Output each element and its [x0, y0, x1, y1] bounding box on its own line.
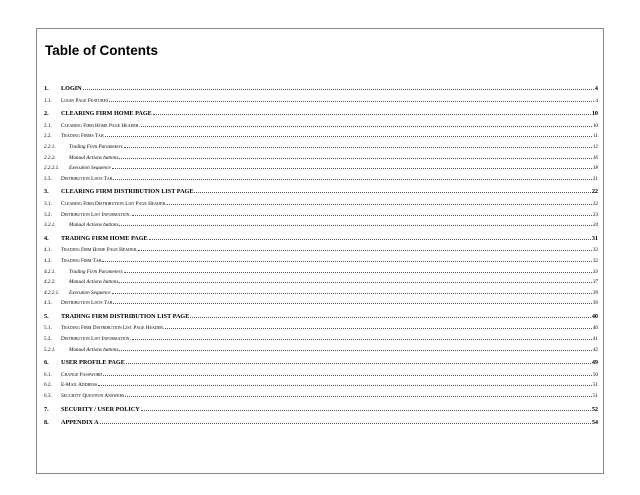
toc-entry-label: Trading Firm Home Page Header. — [61, 247, 138, 254]
toc-entry-page: 24 — [592, 222, 598, 229]
toc-entry-number: 3.1. — [44, 200, 52, 207]
toc-entry-label: TRADING FIRM DISTRIBUTION LIST PAGE — [61, 312, 190, 320]
toc-entry[interactable] — [44, 378, 598, 389]
toc-entry-page: 32 — [592, 247, 598, 254]
toc-entry-number: 2.2.1. — [44, 143, 56, 150]
toc-entry-number: 5. — [44, 312, 49, 320]
toc-entry-number: 4.2. — [44, 257, 52, 264]
toc-entry[interactable] — [44, 332, 598, 343]
toc-entry-page: 11 — [593, 133, 598, 140]
dot-leader — [194, 185, 590, 193]
dot-leader — [125, 389, 591, 397]
toc-entry-page: 4 — [594, 85, 598, 92]
dot-leader — [153, 107, 591, 115]
toc-entry-number: 1.1. — [44, 97, 52, 104]
toc-entry-page: 52 — [591, 405, 598, 413]
toc-entry-number: 4.2.2. — [44, 279, 56, 286]
toc-entry-page: 22 — [591, 188, 598, 196]
dot-leader — [138, 243, 591, 251]
toc-entry[interactable] — [44, 94, 598, 105]
dot-leader — [113, 172, 591, 180]
toc-entry[interactable] — [44, 265, 598, 276]
toc-entry-label: APPENDIX A — [61, 419, 99, 427]
toc-entry-label: Clearing Firm Distribution List Page Header. — [61, 200, 167, 207]
toc-entry[interactable] — [44, 208, 598, 219]
toc-entry-label: Manual Actions buttons — [69, 154, 119, 161]
toc-entry-number: 2. — [44, 110, 49, 118]
toc-entry-label: Execution Sequence — [69, 289, 111, 296]
toc-entry-label: E-Mail Address — [61, 382, 98, 389]
dot-leader — [112, 161, 592, 169]
toc-entry-page: 42 — [592, 346, 598, 353]
toc-entry-number: 8. — [44, 419, 49, 427]
dot-leader — [103, 368, 592, 376]
dot-leader — [126, 356, 591, 364]
toc-entry-number: 4. — [44, 234, 49, 242]
page-title: Table of Contents — [45, 43, 158, 58]
dot-leader — [119, 275, 591, 283]
toc-entry[interactable] — [44, 310, 598, 321]
toc-entry[interactable] — [44, 82, 598, 93]
toc-entry[interactable] — [44, 119, 598, 130]
toc-entry-label: Security Question Answers — [61, 393, 125, 400]
toc-entry-page: 32 — [592, 257, 598, 264]
dot-leader — [83, 82, 594, 90]
toc-entry-page: 40 — [591, 312, 598, 320]
toc-entry-label: Manual Actions buttons — [69, 279, 119, 286]
toc-entry-page: 16 — [592, 154, 598, 161]
toc-entry-page: 10 — [591, 110, 598, 118]
toc-entry-number: 4.1. — [44, 247, 52, 254]
toc-entry-number: 2.2.2. — [44, 154, 56, 161]
toc-entry-number: 6.3. — [44, 393, 52, 400]
toc-entry-label: Distribution List Information. — [61, 211, 131, 218]
toc-entry[interactable] — [44, 368, 598, 379]
dot-leader — [165, 321, 592, 329]
toc-entry[interactable] — [44, 107, 598, 118]
dot-leader — [141, 403, 591, 411]
toc-entry[interactable] — [44, 243, 598, 254]
toc-entry-label: SECURITY / USER POLICY — [61, 405, 140, 413]
toc-entry-label: CLEARING FIRM HOME PAGE — [61, 110, 152, 118]
toc-entry-page: 50 — [592, 371, 598, 378]
dot-leader — [119, 218, 591, 226]
toc-entry[interactable] — [44, 218, 598, 229]
toc-entry[interactable] — [44, 172, 598, 183]
toc-entry-label: CLEARING FIRM DISTRIBUTION LIST PAGE — [61, 188, 194, 196]
toc-entry-number: 2.1. — [44, 122, 52, 129]
dot-leader — [190, 310, 590, 318]
toc-entry[interactable] — [44, 151, 598, 162]
toc-entry-number: 4.3. — [44, 300, 52, 307]
dot-leader — [132, 208, 592, 216]
toc-entry-label: Login Page Features — [61, 97, 109, 104]
toc-entry-page: 54 — [591, 419, 598, 427]
toc-entry-page: 21 — [592, 175, 598, 182]
toc-entry-label: Execution Sequence — [69, 165, 111, 172]
toc-entry[interactable] — [44, 286, 598, 297]
toc-entry-label: Trading Firm Tab — [61, 257, 102, 264]
toc-entry-label: Clearing Firm Home Page Header. — [61, 122, 140, 129]
dot-leader — [119, 151, 591, 159]
toc-entry-label: Trading Firm Distribution List Page Header. — [61, 325, 165, 332]
dot-leader — [167, 197, 591, 205]
toc-entry[interactable] — [44, 416, 598, 427]
toc-entry[interactable] — [44, 389, 598, 400]
toc-entry-number: 4.2.1. — [44, 268, 56, 275]
toc-entry-number: 1. — [44, 85, 49, 92]
toc-entry[interactable] — [44, 356, 598, 367]
toc-entry-label: USER PROFILE PAGE — [61, 359, 125, 367]
toc-entry-page: 23 — [592, 211, 598, 218]
toc-entry-label: Trading Firms Tab — [61, 133, 104, 140]
toc-entry-page: 41 — [592, 336, 598, 343]
dot-leader — [124, 265, 592, 273]
toc-entry-number: 3.2. — [44, 211, 52, 218]
toc-entry-label: Change Password — [61, 371, 103, 378]
toc-entry-number: 6.2. — [44, 382, 52, 389]
toc-entry-number: 5.1. — [44, 325, 52, 332]
toc-entry-number: 2.2.2.1. — [44, 165, 60, 172]
toc-entry-page: 40 — [592, 325, 598, 332]
toc-entry[interactable] — [44, 140, 598, 151]
toc-entry-page: 33 — [592, 268, 598, 275]
dot-leader — [112, 286, 592, 294]
toc-entry-label: Manual Actions buttons — [69, 222, 119, 229]
toc-entry-label: Distribution Lists Tab — [61, 175, 113, 182]
toc-entry-number: 6.1. — [44, 371, 52, 378]
toc-entry[interactable] — [44, 161, 598, 172]
toc-entry-number: 2.2. — [44, 133, 52, 140]
table-of-contents — [44, 79, 598, 428]
toc-entry-page: 4 — [595, 97, 598, 104]
dot-leader — [141, 119, 592, 127]
dot-leader — [119, 343, 591, 351]
dot-leader — [102, 254, 591, 262]
toc-entry-page: 31 — [591, 234, 598, 242]
toc-entry[interactable] — [44, 197, 598, 208]
toc-entry-number: 2.3. — [44, 175, 52, 182]
toc-entry-page: 18 — [592, 165, 598, 172]
toc-entry[interactable] — [44, 254, 598, 265]
toc-entry-page: 51 — [592, 393, 598, 400]
toc-entry-number: 7. — [44, 405, 49, 413]
toc-entry-page: 51 — [592, 382, 598, 389]
toc-entry-label: TRADING FIRM HOME PAGE — [61, 234, 148, 242]
document-page — [36, 28, 604, 474]
toc-entry-label: Manual Actions buttons — [69, 346, 119, 353]
toc-entry-number: 3.2.1. — [44, 222, 56, 229]
toc-entry-number: 5.2. — [44, 336, 52, 343]
toc-entry-label: Trading Firm Parameters — [69, 268, 123, 275]
toc-entry-label: Distribution Lists Tab — [61, 300, 113, 307]
toc-entry-number: 3. — [44, 188, 49, 196]
dot-leader — [100, 416, 591, 424]
toc-entry-page: 49 — [591, 359, 598, 367]
toc-entry-number: 6. — [44, 359, 49, 367]
dot-leader — [113, 296, 591, 304]
toc-entry[interactable] — [44, 343, 598, 354]
toc-entry-page: 22 — [592, 200, 598, 207]
dot-leader — [109, 94, 594, 102]
dot-leader — [124, 140, 592, 148]
dot-leader — [98, 378, 592, 386]
toc-entry-page: 39 — [592, 300, 598, 307]
toc-entry[interactable] — [44, 129, 598, 140]
dot-leader — [105, 129, 592, 137]
toc-entry-label: LOGIN — [61, 85, 82, 92]
toc-entry-number: 5.2.1. — [44, 346, 56, 353]
toc-entry-page: 10 — [592, 122, 598, 129]
toc-entry[interactable] — [44, 296, 598, 307]
dot-leader — [149, 232, 591, 240]
toc-entry-number: 4.2.2.1. — [44, 289, 60, 296]
dot-leader — [132, 332, 592, 340]
toc-entry[interactable] — [44, 275, 598, 286]
toc-entry-page: 39 — [592, 289, 598, 296]
toc-entry-label: Trading Firm Parameters — [69, 143, 123, 150]
toc-entry[interactable] — [44, 403, 598, 414]
toc-entry[interactable] — [44, 232, 598, 243]
toc-entry-page: 37 — [592, 279, 598, 286]
toc-entry[interactable] — [44, 321, 598, 332]
toc-entry-page: 12 — [592, 143, 598, 150]
toc-entry[interactable] — [44, 185, 598, 196]
toc-entry-label: Distribution List Information. — [61, 336, 131, 343]
